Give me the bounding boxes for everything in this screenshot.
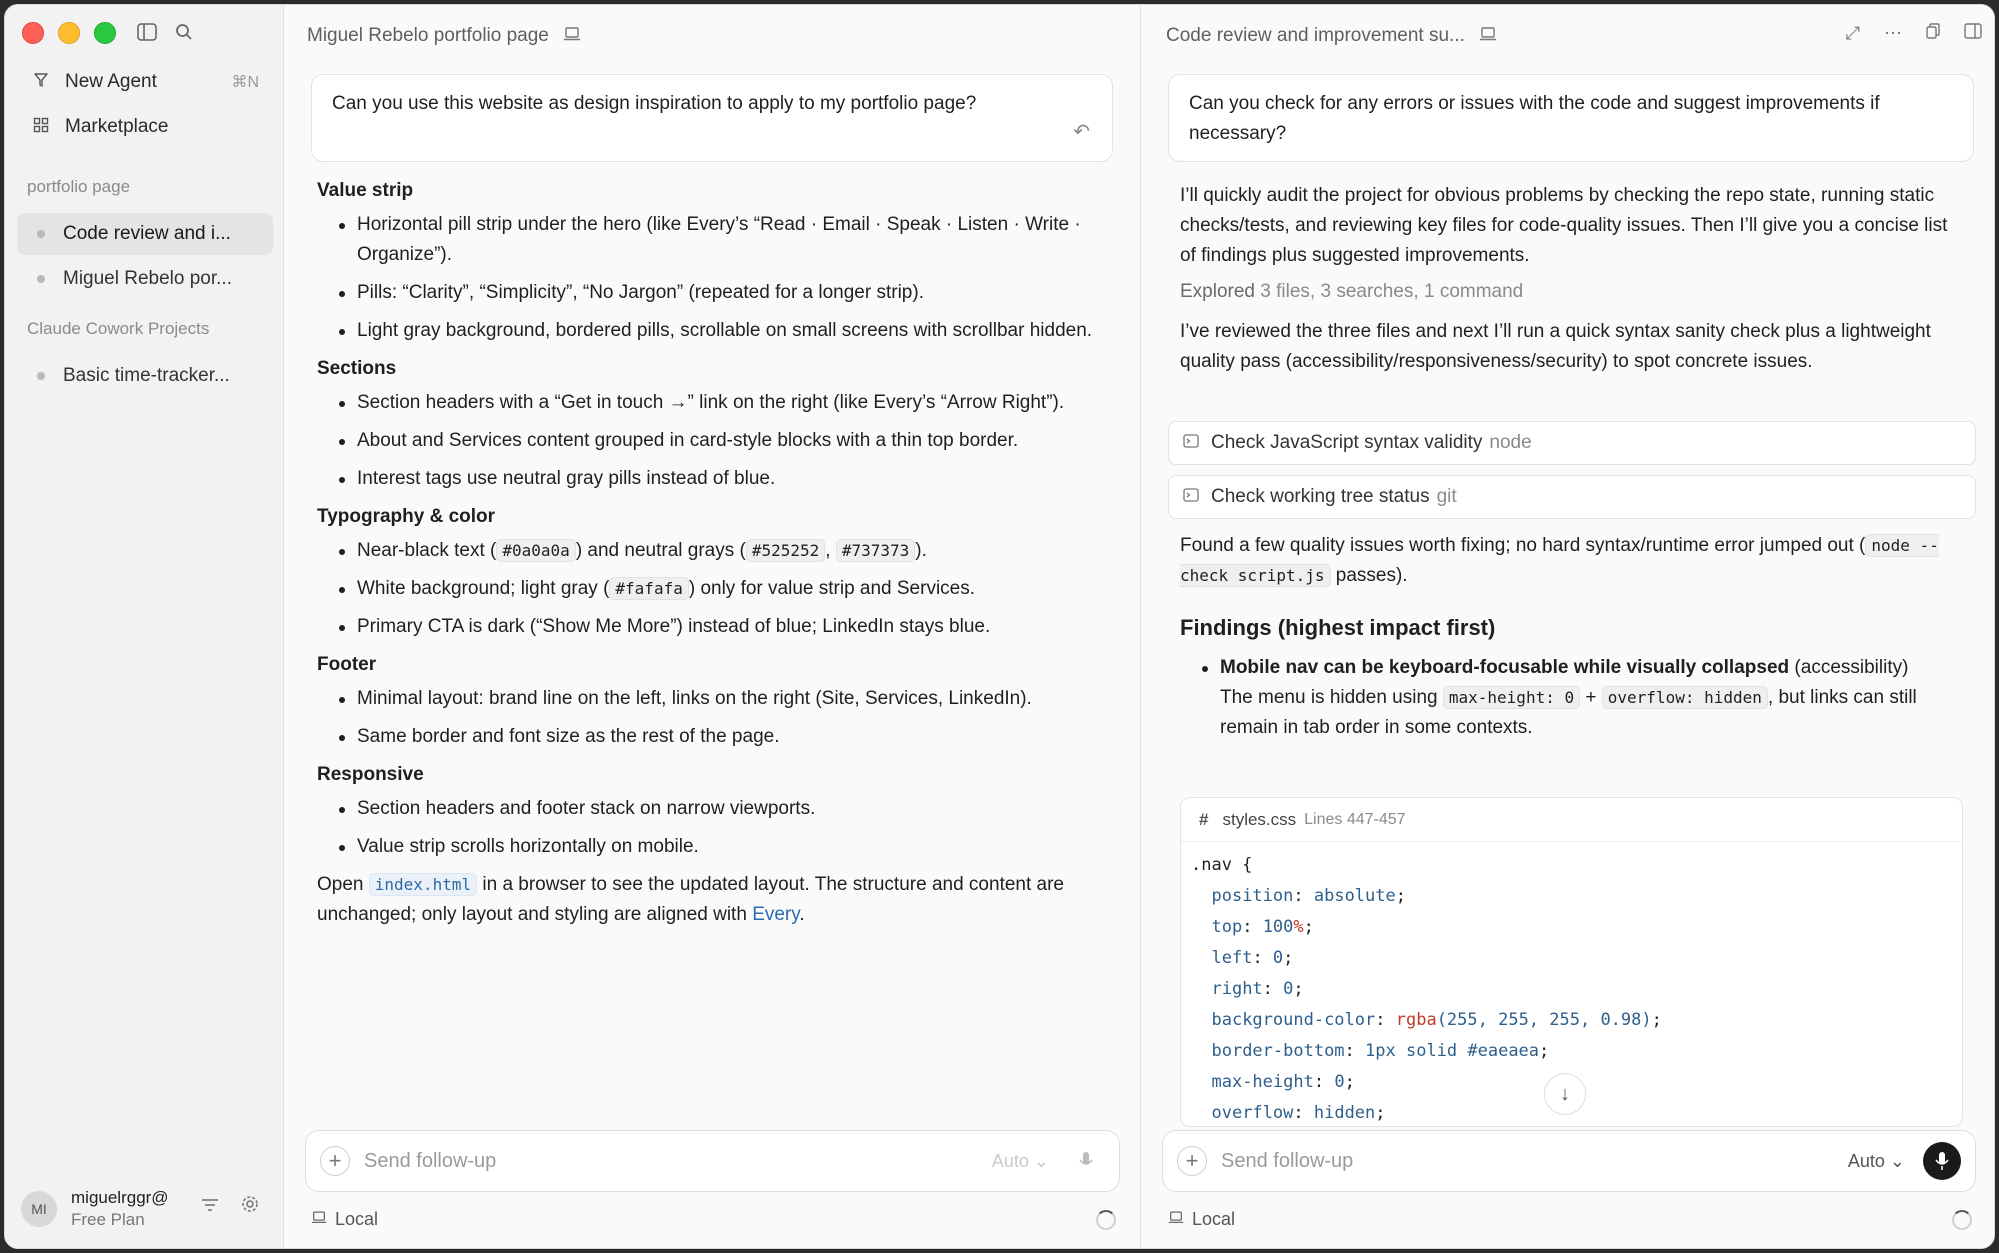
user-account[interactable]: [21, 1188, 169, 1230]
every-link[interactable]: Every: [752, 904, 800, 925]
list-item: Horizontal pill strip under the hero (like Every’s “Read · Email · Speak · Listen · Write · Organize”).: [317, 210, 1114, 270]
file-link-code[interactable]: index.html: [369, 873, 477, 896]
text-span: passes).: [1330, 565, 1408, 586]
thread-status-dot: [37, 230, 45, 238]
assistant-response-right: [1180, 181, 1966, 377]
bullet-list: [317, 536, 1114, 642]
toggle-sidebar-icon[interactable]: [136, 23, 158, 45]
thread-item-time-tracker[interactable]: [17, 355, 273, 397]
list-item: Minimal layout: brand line on the left, links on the right (Site, Services, LinkedIn).: [317, 684, 1114, 714]
new-agent-button[interactable]: [21, 62, 269, 102]
follow-up-input[interactable]: Send follow-up: [1221, 1149, 1354, 1172]
thread-label: Code review and i...: [63, 223, 231, 244]
laptop-icon: [563, 25, 581, 47]
pane-title-left: [307, 25, 581, 47]
code-value: 0: [1272, 948, 1284, 968]
composer-left: [305, 1130, 1120, 1192]
text-span: ) and neutral grays (: [575, 540, 746, 561]
finding-note: (accessibility): [1789, 657, 1909, 678]
section-heading: Responsive: [317, 764, 424, 785]
text-span: White background; light gray (: [357, 578, 610, 599]
text-span: ) only for value strip and Services.: [688, 578, 976, 599]
text-span: +: [1580, 687, 1602, 708]
list-item: Primary CTA is dark (“Show Me More”) instead of blue; LinkedIn stays blue.: [317, 612, 1114, 642]
section-heading: Value strip: [317, 180, 414, 201]
section-heading: Footer: [317, 654, 377, 675]
bullet-list: [317, 388, 1114, 494]
conversation-title: Code review and improvement su...: [1166, 25, 1465, 46]
more-options-icon[interactable]: ⋯: [1884, 23, 1902, 43]
inline-code: #fafafa: [609, 577, 688, 600]
code-file-name: styles.css: [1222, 809, 1297, 829]
thread-status-dot: [37, 275, 45, 283]
loading-spinner-icon: [1952, 1210, 1972, 1230]
inline-code: max-height: 0: [1443, 686, 1580, 709]
code-prop: border-bottom: [1211, 1041, 1345, 1061]
command-row-node[interactable]: [1168, 421, 1976, 465]
terminal-icon: [1183, 434, 1199, 452]
thread-label: Miguel Rebelo por...: [63, 268, 232, 289]
bullet-list: [317, 794, 1114, 862]
code-block: .nav { position: absolute; top: 100%; left: 0; right: 0; background-color: rgba(255, 255, 255, 0.98); border-bottom: 1px solid #eaeaea; max-height: 0; overflow: hidden;: [1191, 855, 1662, 1123]
command-tag: node: [1489, 432, 1532, 453]
maximize-window-button[interactable]: [94, 22, 116, 44]
app-window: [4, 4, 1995, 1249]
mode-selector[interactable]: Auto ⌄: [1847, 1150, 1905, 1171]
location-label[interactable]: Local: [1192, 1209, 1236, 1229]
text-span: Open: [317, 874, 369, 895]
text-span: in a browser to see the updated layout. The structure and content are unchanged; only layout and styling are aligned with: [317, 874, 1064, 925]
section-title-cowork: Claude Cowork Projects: [27, 319, 210, 338]
add-attachment-button[interactable]: +: [320, 1146, 350, 1176]
thread-status-dot: [37, 372, 45, 380]
text-span: ,: [825, 540, 836, 561]
list-item: Same border and font size as the rest of the page.: [317, 722, 1114, 752]
user-message-text: Can you use this website as design inspiration to apply to my portfolio page?: [332, 93, 977, 114]
minimize-window-button[interactable]: [58, 22, 80, 44]
laptop-icon: [1479, 25, 1497, 47]
assistant-paragraph: I’ll quickly audit the project for obvious problems by checking the repo state, running static checks/tests, and reviewing key files for code-quality issues. Then I’ll give you a concise list of findings plus suggested improvements.: [1180, 185, 1948, 266]
mode-selector[interactable]: Auto ⌄: [991, 1150, 1049, 1171]
location-label[interactable]: Local: [335, 1209, 379, 1229]
pane-footer-left: [311, 1209, 1116, 1230]
code-value: (255, 255, 255, 0.98): [1436, 1010, 1652, 1030]
agent-icon: [31, 72, 51, 93]
conversation-pane-right: [1142, 5, 1995, 1248]
user-message-text: Can you check for any errors or issues with the code and suggest improvements if necessary?: [1189, 93, 1880, 144]
list-item: Light gray background, bordered pills, scrollable on small screens with scrollbar hidden.: [317, 316, 1114, 346]
pane-title-right: [1166, 25, 1497, 47]
text-span: The menu is hidden using: [1220, 687, 1443, 708]
thread-item-portfolio[interactable]: [17, 258, 273, 300]
list-item: Interest tags use neutral gray pills instead of blue.: [317, 464, 1114, 494]
laptop-icon: [311, 1211, 327, 1228]
code-line-range: Lines 447-457: [1304, 810, 1406, 828]
code-prop: left: [1211, 948, 1253, 968]
command-label: Check JavaScript syntax validity: [1211, 432, 1483, 453]
list-item: Pills: “Clarity”, “Simplicity”, “No Jargon” (repeated for a longer strip).: [317, 278, 1114, 308]
code-line: .nav {: [1191, 855, 1253, 875]
search-icon[interactable]: [173, 23, 195, 45]
assistant-response-left: [317, 170, 1114, 930]
code-prop: position: [1211, 886, 1294, 906]
assistant-paragraph: [1180, 531, 1966, 591]
marketplace-icon: [31, 117, 51, 138]
text-span: .: [799, 904, 805, 925]
inline-code: #0a0a0a: [496, 539, 575, 562]
code-prop: overflow: [1211, 1103, 1294, 1123]
microphone-icon[interactable]: [1923, 1142, 1961, 1180]
add-attachment-button[interactable]: +: [1177, 1146, 1207, 1176]
text-span: Found a few quality issues worth fixing; no hard syntax/runtime error jumped out (: [1180, 535, 1866, 556]
settings-gear-icon[interactable]: [241, 1195, 259, 1218]
code-function: rgba: [1395, 1010, 1437, 1030]
closing-paragraph: [317, 870, 1114, 930]
marketplace-label: Marketplace: [65, 116, 169, 137]
finding-item: [1180, 653, 1966, 743]
code-value: 1px solid #eaeaea: [1365, 1041, 1540, 1061]
code-value: absolute: [1313, 886, 1396, 906]
microphone-icon[interactable]: [1067, 1142, 1105, 1180]
list-item: [317, 574, 1114, 604]
explored-detail: 3 files, 3 searches, 1 command: [1260, 281, 1524, 302]
conversation-title: Miguel Rebelo portfolio page: [307, 25, 549, 46]
pane-toolbar: [1846, 23, 1982, 44]
user-name: miguelrggr@: [71, 1188, 169, 1207]
user-message: [311, 74, 1113, 162]
explored-label: Explored: [1180, 281, 1255, 302]
conversation-pane-left: [285, 5, 1141, 1248]
inline-code: #737373: [836, 539, 915, 562]
pane-footer-right: [1168, 1209, 1972, 1230]
findings-heading: Findings (highest impact first): [1180, 615, 1496, 640]
follow-up-input[interactable]: Send follow-up: [364, 1149, 497, 1172]
inline-code: overflow: hidden: [1602, 686, 1768, 709]
close-window-button[interactable]: [22, 22, 44, 44]
assistant-paragraph: I’ve reviewed the three files and next I’ll run a quick syntax sanity check plus a lightweight quality pass (accessibility/responsiveness/security) to spot concrete issues.: [1180, 321, 1931, 372]
mode-label: Auto: [991, 1150, 1029, 1171]
command-tag: git: [1436, 486, 1457, 507]
composer-right: [1162, 1130, 1976, 1192]
code-prop: max-height: [1211, 1072, 1314, 1092]
code-snippet-header[interactable]: [1181, 798, 1962, 842]
section-heading: Typography & color: [317, 506, 496, 527]
code-prop: background-color: [1211, 1010, 1376, 1030]
avatar: MI: [21, 1191, 57, 1227]
explored-summary[interactable]: [1180, 277, 1966, 307]
text-span: Near-black text (: [357, 540, 497, 561]
command-row-git[interactable]: [1168, 475, 1976, 519]
assistant-findings: [1180, 531, 1966, 751]
text-span: , but links can still remain in tab order in some contexts.: [1220, 687, 1917, 738]
section-heading: Sections: [317, 358, 397, 379]
window-controls: [22, 22, 116, 44]
new-agent-shortcut: ⌘N: [231, 74, 259, 91]
css-file-icon: #: [1199, 809, 1209, 829]
text-span: ).: [915, 540, 927, 561]
undo-icon[interactable]: ↶: [1073, 121, 1090, 143]
code-value: 100: [1262, 917, 1294, 937]
code-prop: right: [1211, 979, 1263, 999]
list-item: Section headers with a “Get in touch →” link on the right (like Every’s “Arrow Right”).: [317, 388, 1114, 418]
list-item: About and Services content grouped in card-style blocks with a thin top border.: [317, 426, 1114, 456]
user-plan: Free Plan: [71, 1210, 145, 1229]
marketplace-button[interactable]: [21, 107, 269, 147]
copy-icon[interactable]: [1926, 23, 1940, 44]
new-agent-label: New Agent: [65, 71, 157, 92]
mode-label: Auto: [1847, 1150, 1885, 1171]
bullet-list: [317, 210, 1114, 346]
list-item: Section headers and footer stack on narrow viewports.: [317, 794, 1114, 824]
finding-title: Mobile nav can be keyboard-focusable while visually collapsed: [1220, 657, 1790, 678]
findings-list: [1180, 653, 1966, 743]
code-unit: %: [1293, 917, 1304, 937]
code-value: hidden: [1313, 1103, 1376, 1123]
inline-code: #525252: [746, 539, 825, 562]
code-value: 0: [1283, 979, 1294, 999]
filter-icon[interactable]: [201, 1197, 219, 1218]
code-prop: top: [1211, 917, 1243, 937]
command-label: Check working tree status: [1211, 486, 1430, 507]
thread-item-code-review[interactable]: [17, 213, 273, 255]
scroll-down-arrow-icon[interactable]: ↓: [1544, 1073, 1586, 1115]
bullet-list: [317, 684, 1114, 752]
loading-spinner-icon: [1096, 1210, 1116, 1230]
list-item: [317, 536, 1114, 566]
section-title-portfolio: portfolio page: [27, 177, 131, 196]
sidebar: [5, 5, 284, 1248]
terminal-icon: [1183, 488, 1199, 506]
list-item: Value strip scrolls horizontally on mobile.: [317, 832, 1114, 862]
code-value: 0: [1334, 1072, 1345, 1092]
user-message: [1168, 74, 1974, 162]
thread-label: Basic time-tracker...: [63, 365, 230, 386]
laptop-icon: [1168, 1211, 1184, 1228]
split-panel-icon[interactable]: [1964, 23, 1982, 44]
inline-code: node --check script.js: [1180, 536, 1939, 585]
expand-icon[interactable]: ⤢: [1845, 23, 1860, 43]
